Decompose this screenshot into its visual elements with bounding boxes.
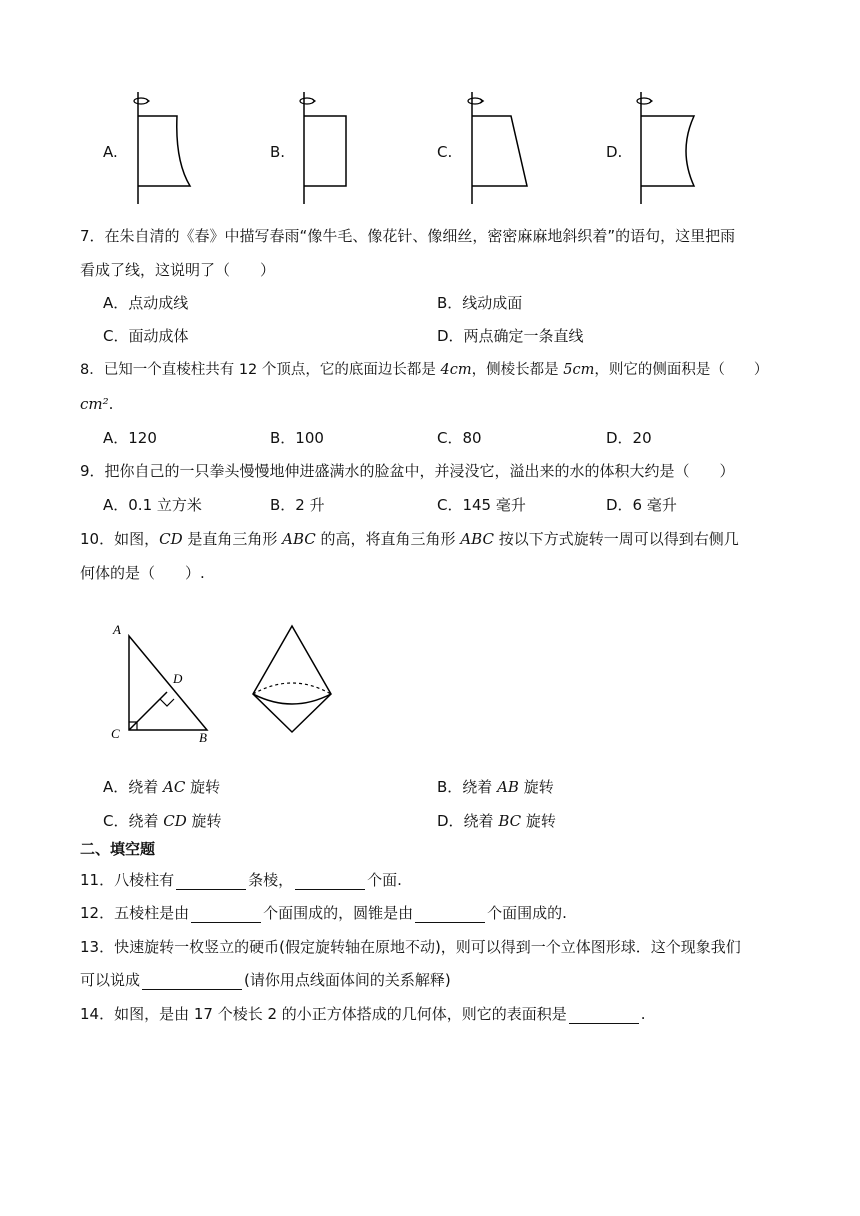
q8-option-a: A．120 <box>103 429 157 447</box>
q14-text-a: 14．如图，是由 17 个棱长 2 的小正方体搭成的几何体，则它的表面积是 <box>80 1005 567 1023</box>
q14-blank[interactable] <box>569 1007 639 1024</box>
q14-text-b: . <box>640 1005 646 1023</box>
q11-text-c: 个面. <box>367 871 402 889</box>
q7-stem-line-1: 7．在朱自清的《春》中描写春雨“像牛毛、像花针、像细丝，密密麻麻地斜织着”的语句，这里把雨 <box>80 227 736 245</box>
q7-option-c: C．面动成体 <box>103 327 189 345</box>
q10-option-d-axis: BC <box>498 812 522 830</box>
q10-text-a: 10．如图， <box>80 530 160 548</box>
q8-stem-line-1 <box>80 360 768 380</box>
q6-option-c-label: C. <box>437 143 453 161</box>
q10-option-a <box>103 777 220 797</box>
q8-unit-b: 5cm <box>563 362 595 378</box>
q7-option-a: A．点动成线 <box>103 294 189 312</box>
q7-option-b: B．线动成面 <box>437 294 523 312</box>
q10-solid-figure <box>245 620 345 740</box>
q8-text-c: ，则它的侧面积是（ ） <box>594 362 769 378</box>
q9-option-b: B．2 升 <box>270 496 325 514</box>
q10-option-a-suffix: 旋转 <box>185 778 221 796</box>
q7-stem-line-2: 看成了线，这说明了（ ） <box>80 261 276 279</box>
q8-option-b: B．100 <box>270 429 324 447</box>
question-12 <box>80 903 567 923</box>
q9-stem: 9．把你自己的一只拳头慢慢地伸进盛满水的脸盆中，并浸没它，溢出来的水的体积大约是（ ） <box>80 462 735 480</box>
q11-blank-2[interactable] <box>295 873 365 890</box>
q7-option-d: D．两点确定一条直线 <box>437 327 584 345</box>
q12-blank-2[interactable] <box>415 906 485 923</box>
q10-option-d <box>437 811 556 831</box>
q10-label-d: D <box>173 671 183 686</box>
q10-label-b: B <box>199 730 207 745</box>
q12-blank-1[interactable] <box>191 906 261 923</box>
q8-unit-cm2: cm² <box>80 395 109 413</box>
question-14 <box>80 1004 646 1024</box>
q6-option-c-figure <box>459 86 539 206</box>
q10-option-a-axis: AC <box>163 778 186 796</box>
q6-option-b-figure <box>291 86 371 206</box>
q10-option-b-prefix: B．绕着 <box>437 778 498 796</box>
q9-option-c: C．145 毫升 <box>437 496 526 514</box>
q6-option-a-figure <box>125 86 205 206</box>
q10-option-d-suffix: 旋转 <box>521 812 556 830</box>
q10-option-d-prefix: D．绕着 <box>437 812 499 830</box>
q8-option-d: D．20 <box>606 429 652 447</box>
q10-var-abc-1: ABC <box>282 530 316 548</box>
section-2-title: 二、填空题 <box>80 840 156 858</box>
q9-option-d: D．6 毫升 <box>606 496 677 514</box>
q6-option-b-label: B. <box>270 143 286 161</box>
q10-text-d: 按以下方式旋转一周可以得到右侧几 <box>493 530 739 548</box>
q13-text-a: 可以说成 <box>80 971 141 989</box>
q10-var-cd: CD <box>159 530 183 548</box>
q12-text-c: 个面围成的. <box>487 904 567 922</box>
q8-text-b: ，侧棱长都是 <box>471 362 564 378</box>
q9-option-a: A．0.1 立方米 <box>103 496 202 514</box>
q12-text-a: 12．五棱柱是由 <box>80 904 190 922</box>
q6-option-a-label: A. <box>103 143 118 161</box>
q8-stem-line-2 <box>80 394 113 414</box>
q10-option-b-suffix: 旋转 <box>518 778 554 796</box>
q11-text-b: 条棱， <box>248 871 294 889</box>
q10-option-c-prefix: C．绕着 <box>103 812 164 830</box>
q11-blank-1[interactable] <box>176 873 246 890</box>
q6-option-d-figure <box>628 86 708 206</box>
q8-unit-a: 4cm <box>440 362 472 378</box>
q13-stem-line-1: 13．快速旋转一枚竖立的硬币(假定旋转轴在原地不动)，则可以得到一个立体图形球．这个现象我们 <box>80 938 741 956</box>
q10-label-c: C <box>111 726 120 741</box>
q8-option-c: C．80 <box>437 429 482 447</box>
q11-text-a: 11．八棱柱有 <box>80 871 175 889</box>
q10-option-c-suffix: 旋转 <box>186 812 222 830</box>
q8-text-a: 8．已知一个直棱柱共有 12 个顶点，它的底面边长都是 <box>80 362 441 378</box>
q10-stem-line-1 <box>80 529 739 549</box>
q10-label-a: A <box>113 622 121 637</box>
q10-option-c <box>103 811 222 831</box>
q8-period: . <box>108 395 114 413</box>
question-11 <box>80 870 402 890</box>
q13-text-b: (请你用点线面体间的关系解释) <box>244 971 451 989</box>
q10-triangle-figure <box>105 620 215 745</box>
q10-option-b-axis: AB <box>497 778 519 796</box>
q6-option-d-label: D. <box>606 143 623 161</box>
q12-text-b: 个面围成的，圆锥是由 <box>263 904 414 922</box>
q10-var-abc-2: ABC <box>460 530 494 548</box>
q10-option-b <box>437 777 554 797</box>
q10-text-c: 的高，将直角三角形 <box>315 530 461 548</box>
q13-stem-line-2 <box>80 970 451 990</box>
q10-stem-line-2: 何体的是（ ）. <box>80 564 205 582</box>
q13-blank[interactable] <box>142 973 242 990</box>
q10-option-a-prefix: A．绕着 <box>103 778 164 796</box>
q10-text-b: 是直角三角形 <box>182 530 283 548</box>
q10-option-c-axis: CD <box>163 812 187 830</box>
